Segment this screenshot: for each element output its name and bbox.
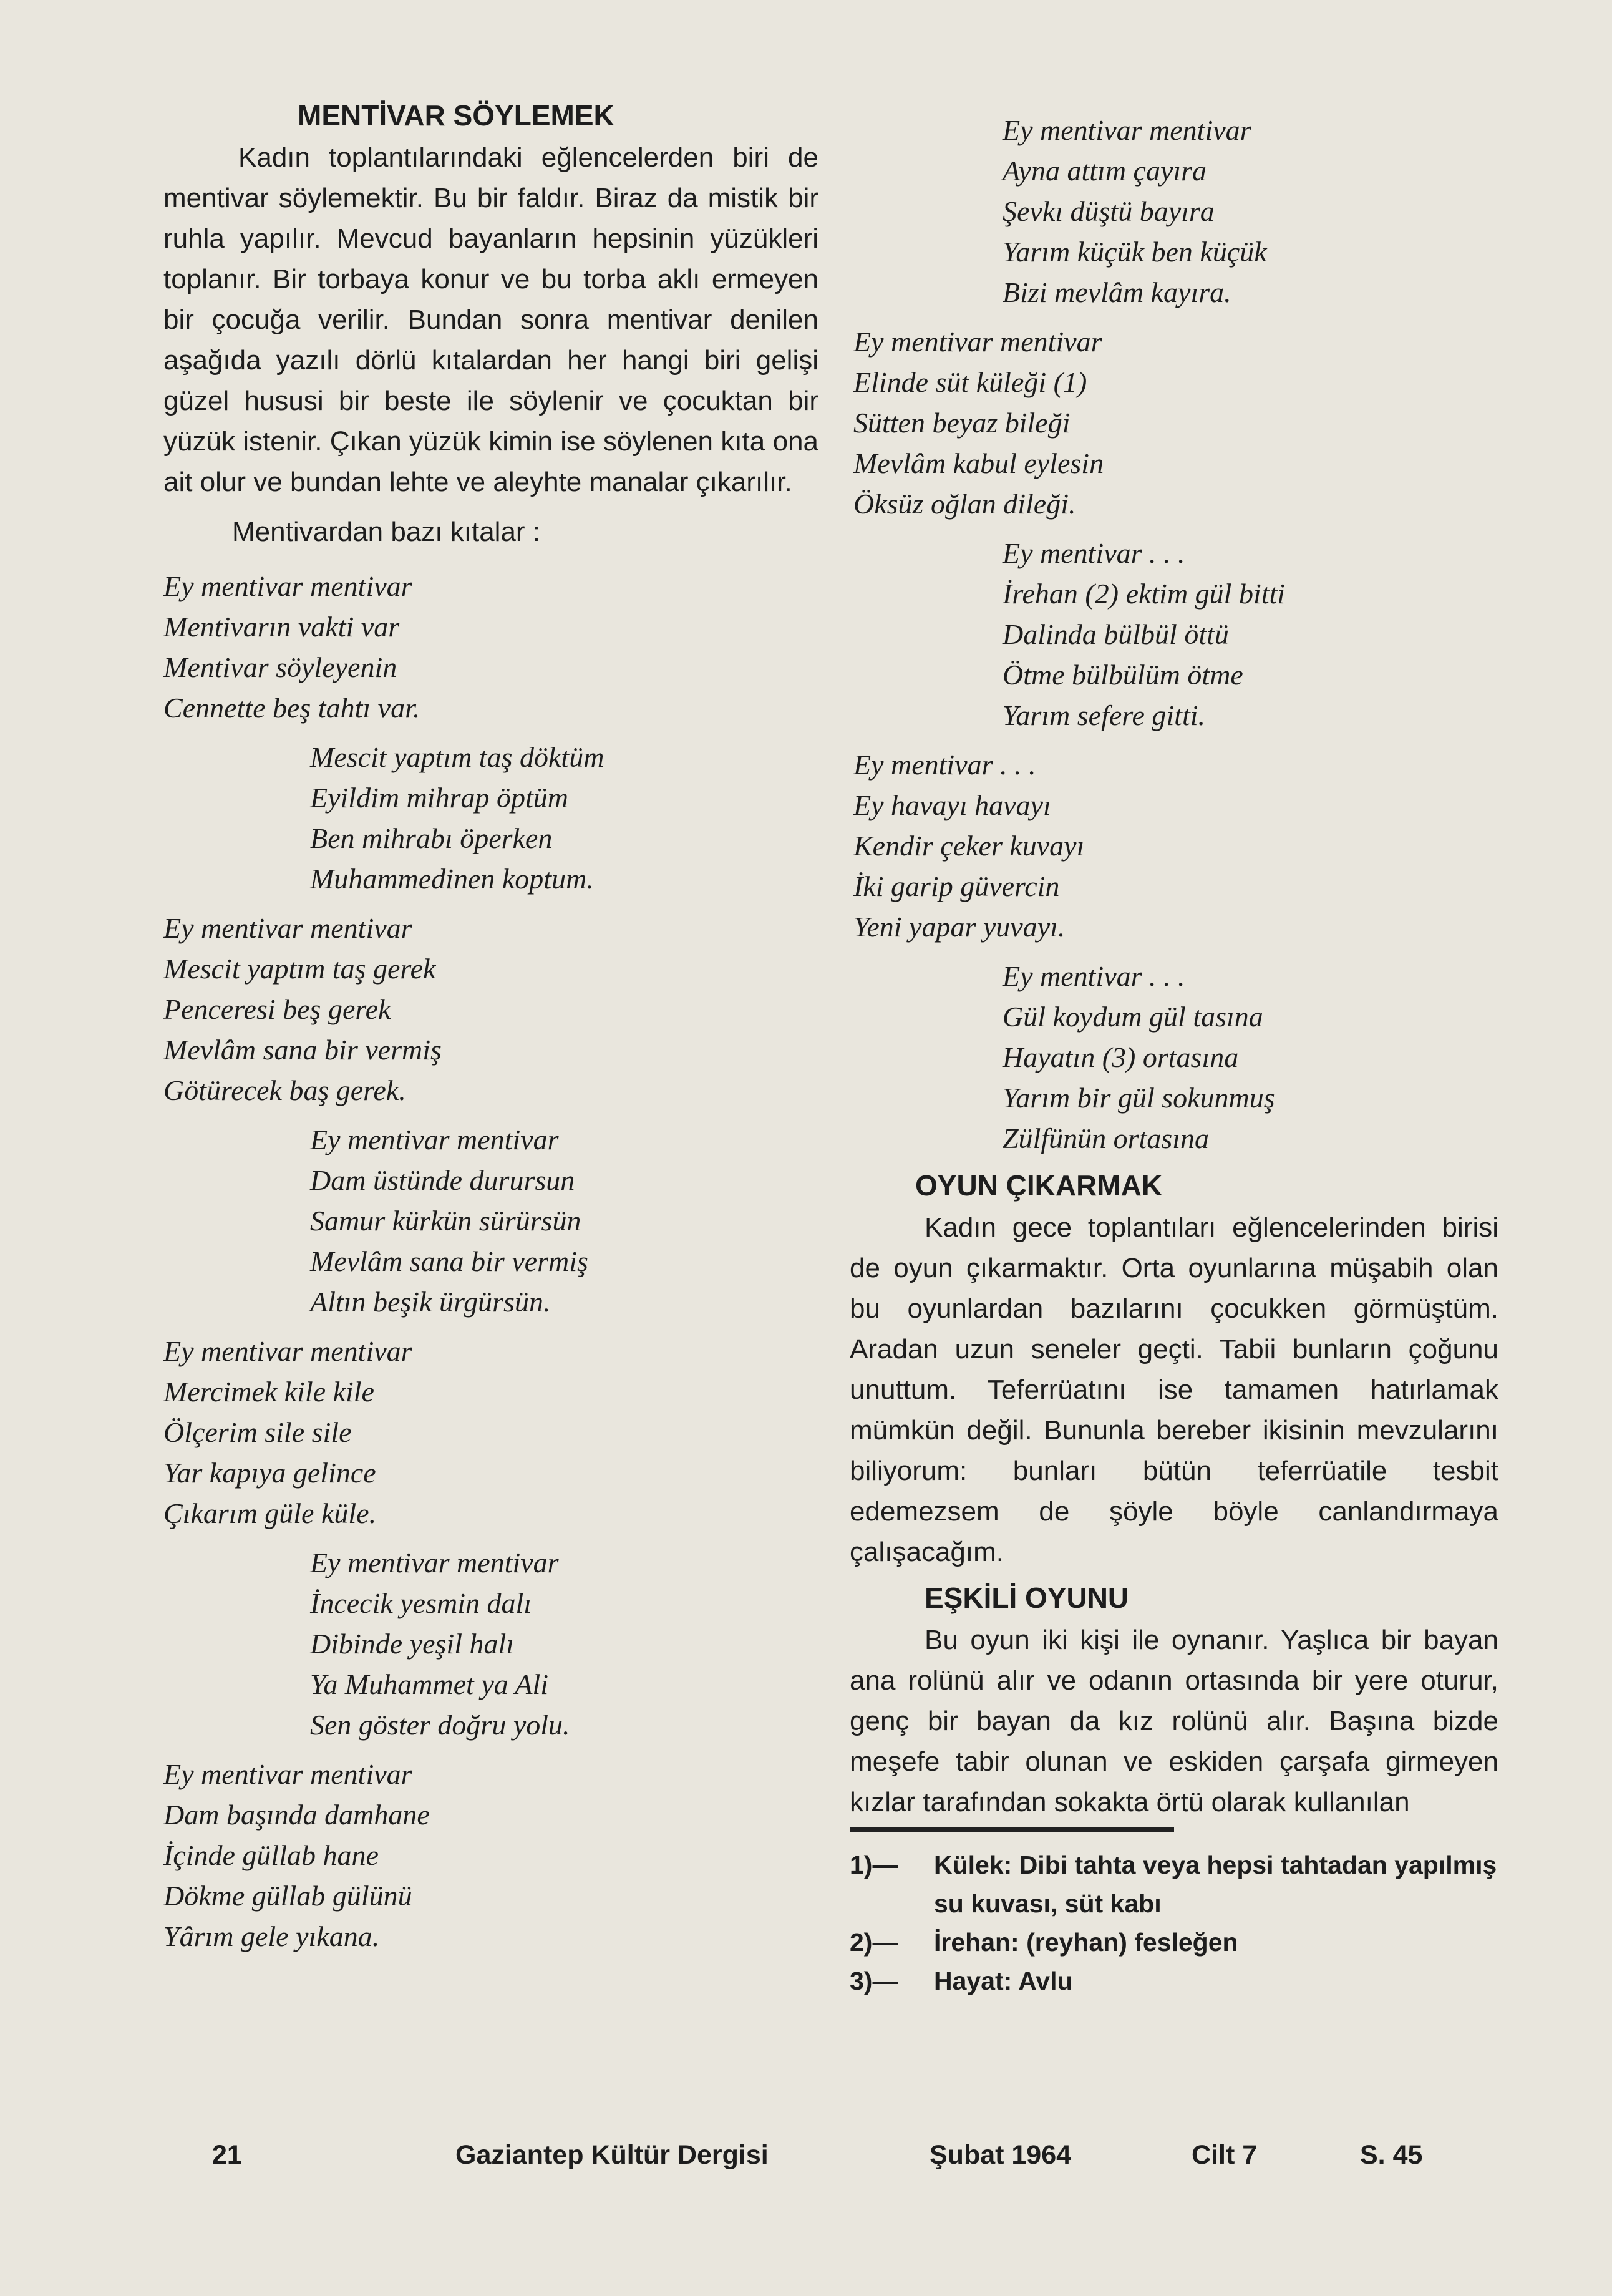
poem-stanza: Ey mentivar mentivar Elinde süt küleği (1) Sütten beyaz bileği Mevlâm kabul eylesin Öksüz oğlan dileği. [853,326,1104,520]
page-footer [212,2140,1447,2184]
poem-stanza: Ey mentivar mentivar Mercimek kile kile Ölçerim sile sile Yar kapıya gelince Çıkarım güle küle. [163,1335,412,1529]
footnote: 2)— İrehan: (reyhan) fesleğen [850,1928,1238,1957]
issue-number: S. 45 [1360,2140,1423,2170]
poem-stanza: Ey mentivar . . . Ey havayı havayı Kendir çeker kuvayı İki garip güvercin Yeni yapar yuvayı. [853,749,1085,943]
left-column [163,94,818,1965]
footnote-divider [850,1827,1174,1832]
poem-stanza: Ey mentivar mentivar Mentivarın vakti var Mentivar söyleyenin Cennette beş tahtı var. [163,570,420,724]
issue-date: Şubat 1964 [930,2140,1072,2170]
section-title-mentivar: MENTİVAR SÖYLEMEK [298,99,614,132]
volume-label: Cilt 7 [1192,2140,1258,2170]
section-title-oyun-cikarmak: OYUN ÇIKARMAK [915,1169,1163,1202]
poem-stanza: Ey mentivar . . . Gül koydum gül tasına Hayatın (3) ortasına Yarım bir gül sokunmuş Zülfünün ortasına [1003,960,1275,1154]
stanza-intro: Mentivardan bazı kıtalar : [232,517,541,547]
right-column [850,110,1498,2000]
poem-stanza: Ey mentivar mentivar Dam üstünde durursun Samur kürkün sürürsün Mevlâm sana bir vermiş Altın beşik ürgürsün. [310,1124,588,1318]
body-paragraph: Kadın toplantılarındaki eğlencelerden biri de mentivar söylemektir. Bu bir faldır. Biraz da mistik bir ruhla yapılır. Mevcud bayanların hepsinin yüzükleri toplanır. Bir torbaya konur ve bu torba aklı ermeyen bir çocuğa verilir. Bundan sonra mentivar denilen aşağıda yazılı dörlü kıtalardan her hangi biri gelişi güzel hususi bir beste ile söylenir ve çocuktan bir yüzük istenir. Çıkan yüzük kimin ise söylenen kıta ona ait olur ve bundan lehte ve aleyhte manalar çıkarılır. [163,142,818,497]
body-paragraph: Kadın gece toplantıları eğlencelerinden birisi de oyun çıkarmaktır. Orta oyunlarına müşabih olan bu oyunlardan bazılarını çocukken görmüştüm. Aradan uzun seneler geçti. Tabii bunların çoğunu unuttum. Teferrüatını ise tamamen hatırlamak mümkün değil. Bununla bereber ikisinin mevzularını biliyorum: bunları bütün teferrüatile tesbit edemezsem de şöyle böyle canlandırmaya çalışacağım. [850,1212,1498,1567]
poem-stanza: Ey mentivar mentivar Mescit yaptım taş gerek Penceresi beş gerek Mevlâm sana bir vermiş Götürecek baş gerek. [163,912,442,1106]
body-paragraph: Bu oyun iki kişi ile oynanır. Yaşlıca bir bayan ana rolünü alır ve odanın ortasında bir yere oturur, genç bir bayan da kız rolünü alır. Başına bizde meşefe tabir olunan ve eskiden çarşafa girmeyen kızlar tarafından sokakta örtü olarak kullanılan [850,1625,1498,1817]
poem-stanza: Ey mentivar . . . İrehan (2) ektim gül bitti Dalinda bülbül öttü Ötme bülbülüm ötme Yarım sefere gitti. [1003,537,1286,731]
poem-stanza: Mescit yaptım taş döktüm Eyildim mihrap öptüm Ben mihrabı öperken Muhammedinen koptum. [310,741,604,895]
poem-stanza: Ey mentivar mentivar Ayna attım çayıra Şevkı düştü bayıra Yarım küçük ben küçük Bizi mevlâm kayıra. [1003,114,1267,308]
page-number: 21 [212,2140,242,2170]
footnote: 3)— Hayat: Avlu [850,1967,1073,1995]
journal-name: Gaziantep Kültür Dergisi [455,2140,769,2170]
poem-stanza: Ey mentivar mentivar İncecik yesmin dalı Dibinde yeşil halı Ya Muhammet ya Ali Sen göster doğru yolu. [310,1547,570,1741]
section-title-eskili-oyunu: EŞKİLİ OYUNU [925,1582,1129,1614]
poem-stanza: Ey mentivar mentivar Dam başında damhane İçinde güllab hane Dökme güllab gülünü Yârım gele yıkana. [163,1758,430,1952]
footnote: 1)— Külek: Dibi tahta veya hepsi tahtadan yapılmış su kuvası, süt kabı [850,1851,1497,1918]
